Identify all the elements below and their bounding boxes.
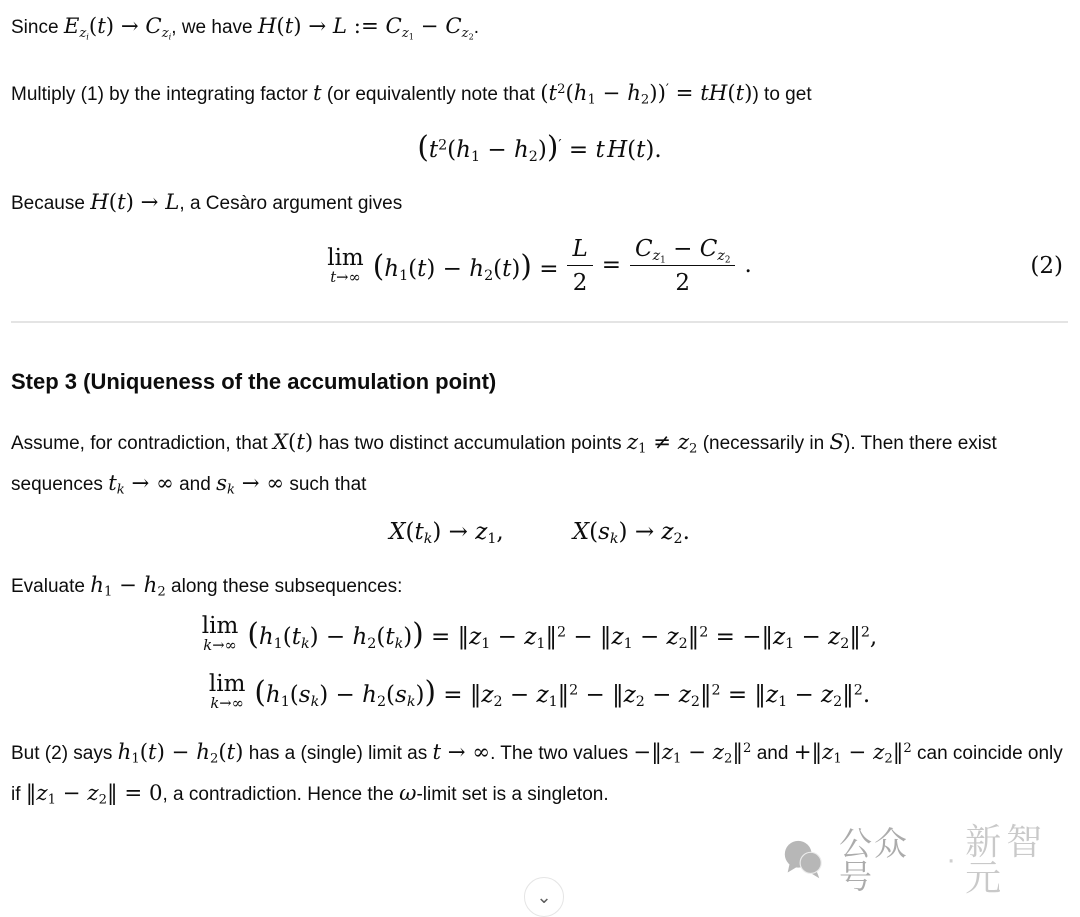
fraction-C-over-2	[630, 237, 735, 295]
section-divider	[11, 321, 1068, 323]
equation-text: $X(t_k) \to z_1$, $X(s_k) \to z_2$.	[389, 519, 690, 548]
equation-number: (2)	[1030, 253, 1063, 280]
limit-operator	[327, 246, 364, 286]
equation-lhs: $(h_1(t) - h_2(t))$ =	[372, 249, 559, 284]
lim-word: lim	[327, 245, 364, 272]
fraction-L-over-2	[567, 237, 592, 295]
limit-operator	[202, 614, 239, 654]
limit-operator	[209, 672, 246, 712]
paragraph-since: Since $E_{z_i}(t) \to C_{z_i}$, we have H(t) → L := $C_{z_1} - C_{z_2}$.	[11, 14, 480, 41]
watermark-brand-label: 新智元	[965, 821, 1048, 898]
lim-subscript: t→∞	[330, 269, 361, 287]
equation-period: .	[744, 252, 752, 279]
fraction-denominator: 2	[630, 265, 735, 295]
paragraph-conclusion: But (2) says $h_1(t) - h_2(t)$ has a (single) limit as t → ∞. The two values $-‖z_1$ − $z_2‖^2$ and $+‖z_1$ − $z_2‖^2$ can coincide only if $‖z_1$ − $z_2‖ = 0$, a contradiction. Hence the ω-limit set is a singleton.	[11, 740, 1063, 809]
equation-text: $(t^2(h_1 - h_2))' = t$ H(t).	[417, 130, 662, 165]
equation-cesaro-limit	[11, 237, 1068, 295]
fraction-numerator: $C_{z_1} - C_{z_2}$	[635, 236, 731, 266]
equals-sign: =	[601, 252, 622, 279]
equation-subsequences	[11, 519, 1068, 548]
fraction-numerator: L	[572, 236, 588, 262]
watermark-account-label: 公众号	[839, 825, 909, 895]
lim-subscript: k→∞	[203, 637, 237, 655]
equation-derivative-identity	[11, 130, 1068, 164]
equation-limit-tk	[11, 614, 1068, 654]
equation-body: $(h_1(t_k) - h_2(t_k))$ = $‖z_1$ − $z_1‖^2$ − $‖z_1$ − $z_2‖^2$ = $-‖z_1$ − $z_2‖^2$,	[247, 616, 878, 652]
fraction-denominator: 2	[567, 265, 592, 295]
equation-limit-sk	[11, 672, 1068, 712]
scroll-to-bottom-button[interactable]	[524, 877, 564, 917]
paragraph-because: Because H(t) → L, a Cesàro argument gives	[11, 190, 403, 215]
watermark	[780, 821, 1080, 898]
watermark-separator: ·	[946, 843, 957, 876]
lim-subscript: k→∞	[210, 695, 244, 713]
lim-word: lim	[201, 613, 239, 640]
chat-bubbles-icon	[780, 837, 826, 883]
paragraph-assume: Assume, for contradiction, that X(t) has two distinct accumulation points $z_1 \ne z_2$ (necessarily in S). Then there exist sequences $t_k$ → ∞ and $s_k$ → ∞ such that	[11, 430, 997, 498]
paragraph-evaluate: Evaluate $h_1 - h_2$ along these subsequences:	[11, 573, 403, 600]
paragraph-multiply: Multiply (1) by the integrating factor t (or equivalently note that $(t^2(h_1 - h_2))' = tH(t)$) to get	[11, 81, 812, 108]
section-heading: Step 3 (Uniqueness of the accumulation point)	[11, 369, 497, 395]
lim-word: lim	[208, 670, 246, 697]
chevron-down-icon: ⌄	[536, 886, 552, 907]
equation-body: $(h_1(s_k) - h_2(s_k))$ = $‖z_2$ − $z_1‖^2$ − $‖z_2$ − $z_2‖^2$ = $‖z_1$ − $z_2‖^2$.	[254, 674, 871, 710]
